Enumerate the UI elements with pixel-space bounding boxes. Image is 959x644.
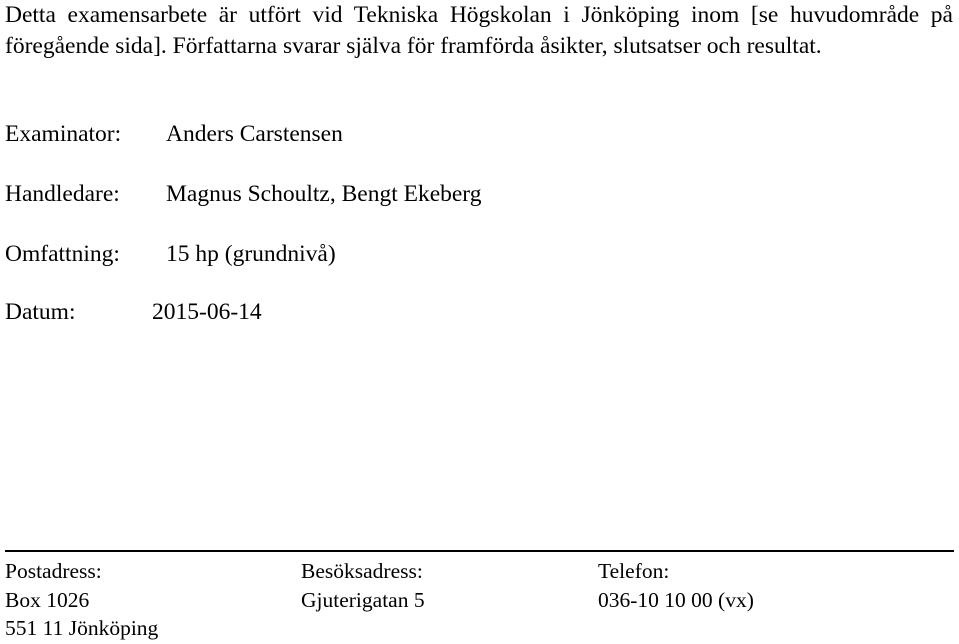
handledare-value: Magnus Schoultz, Bengt Ekeberg (166, 181, 482, 207)
footer-divider (5, 550, 954, 552)
postadress-line1: Box 1026 (5, 588, 90, 612)
postadress-line2: 551 11 Jönköping (5, 616, 159, 640)
examinator-label: Examinator: (5, 121, 122, 147)
datum-label: Datum: (5, 299, 76, 325)
postadress-label: Postadress: (5, 559, 102, 583)
telefon-label: Telefon: (598, 559, 670, 583)
besoksadress-line1: Gjuterigatan 5 (301, 588, 425, 612)
omfattning-label: Omfattning: (5, 241, 120, 267)
omfattning-value: 15 hp (grundnivå) (166, 241, 336, 267)
telefon-line1: 036-10 10 00 (vx) (598, 588, 754, 612)
handledare-label: Handledare: (5, 181, 120, 207)
besoksadress-label: Besöksadress: (301, 559, 423, 583)
datum-value: 2015-06-14 (152, 299, 262, 325)
intro-paragraph: Detta examensarbete är utfört vid Tekniska Högskolan i Jönköping inom [se huvudområde på föregående sida]. Författarna svarar själva för framförda åsikter, slutsatser och resultat. (5, 2, 953, 59)
examinator-value: Anders Carstensen (166, 121, 343, 147)
